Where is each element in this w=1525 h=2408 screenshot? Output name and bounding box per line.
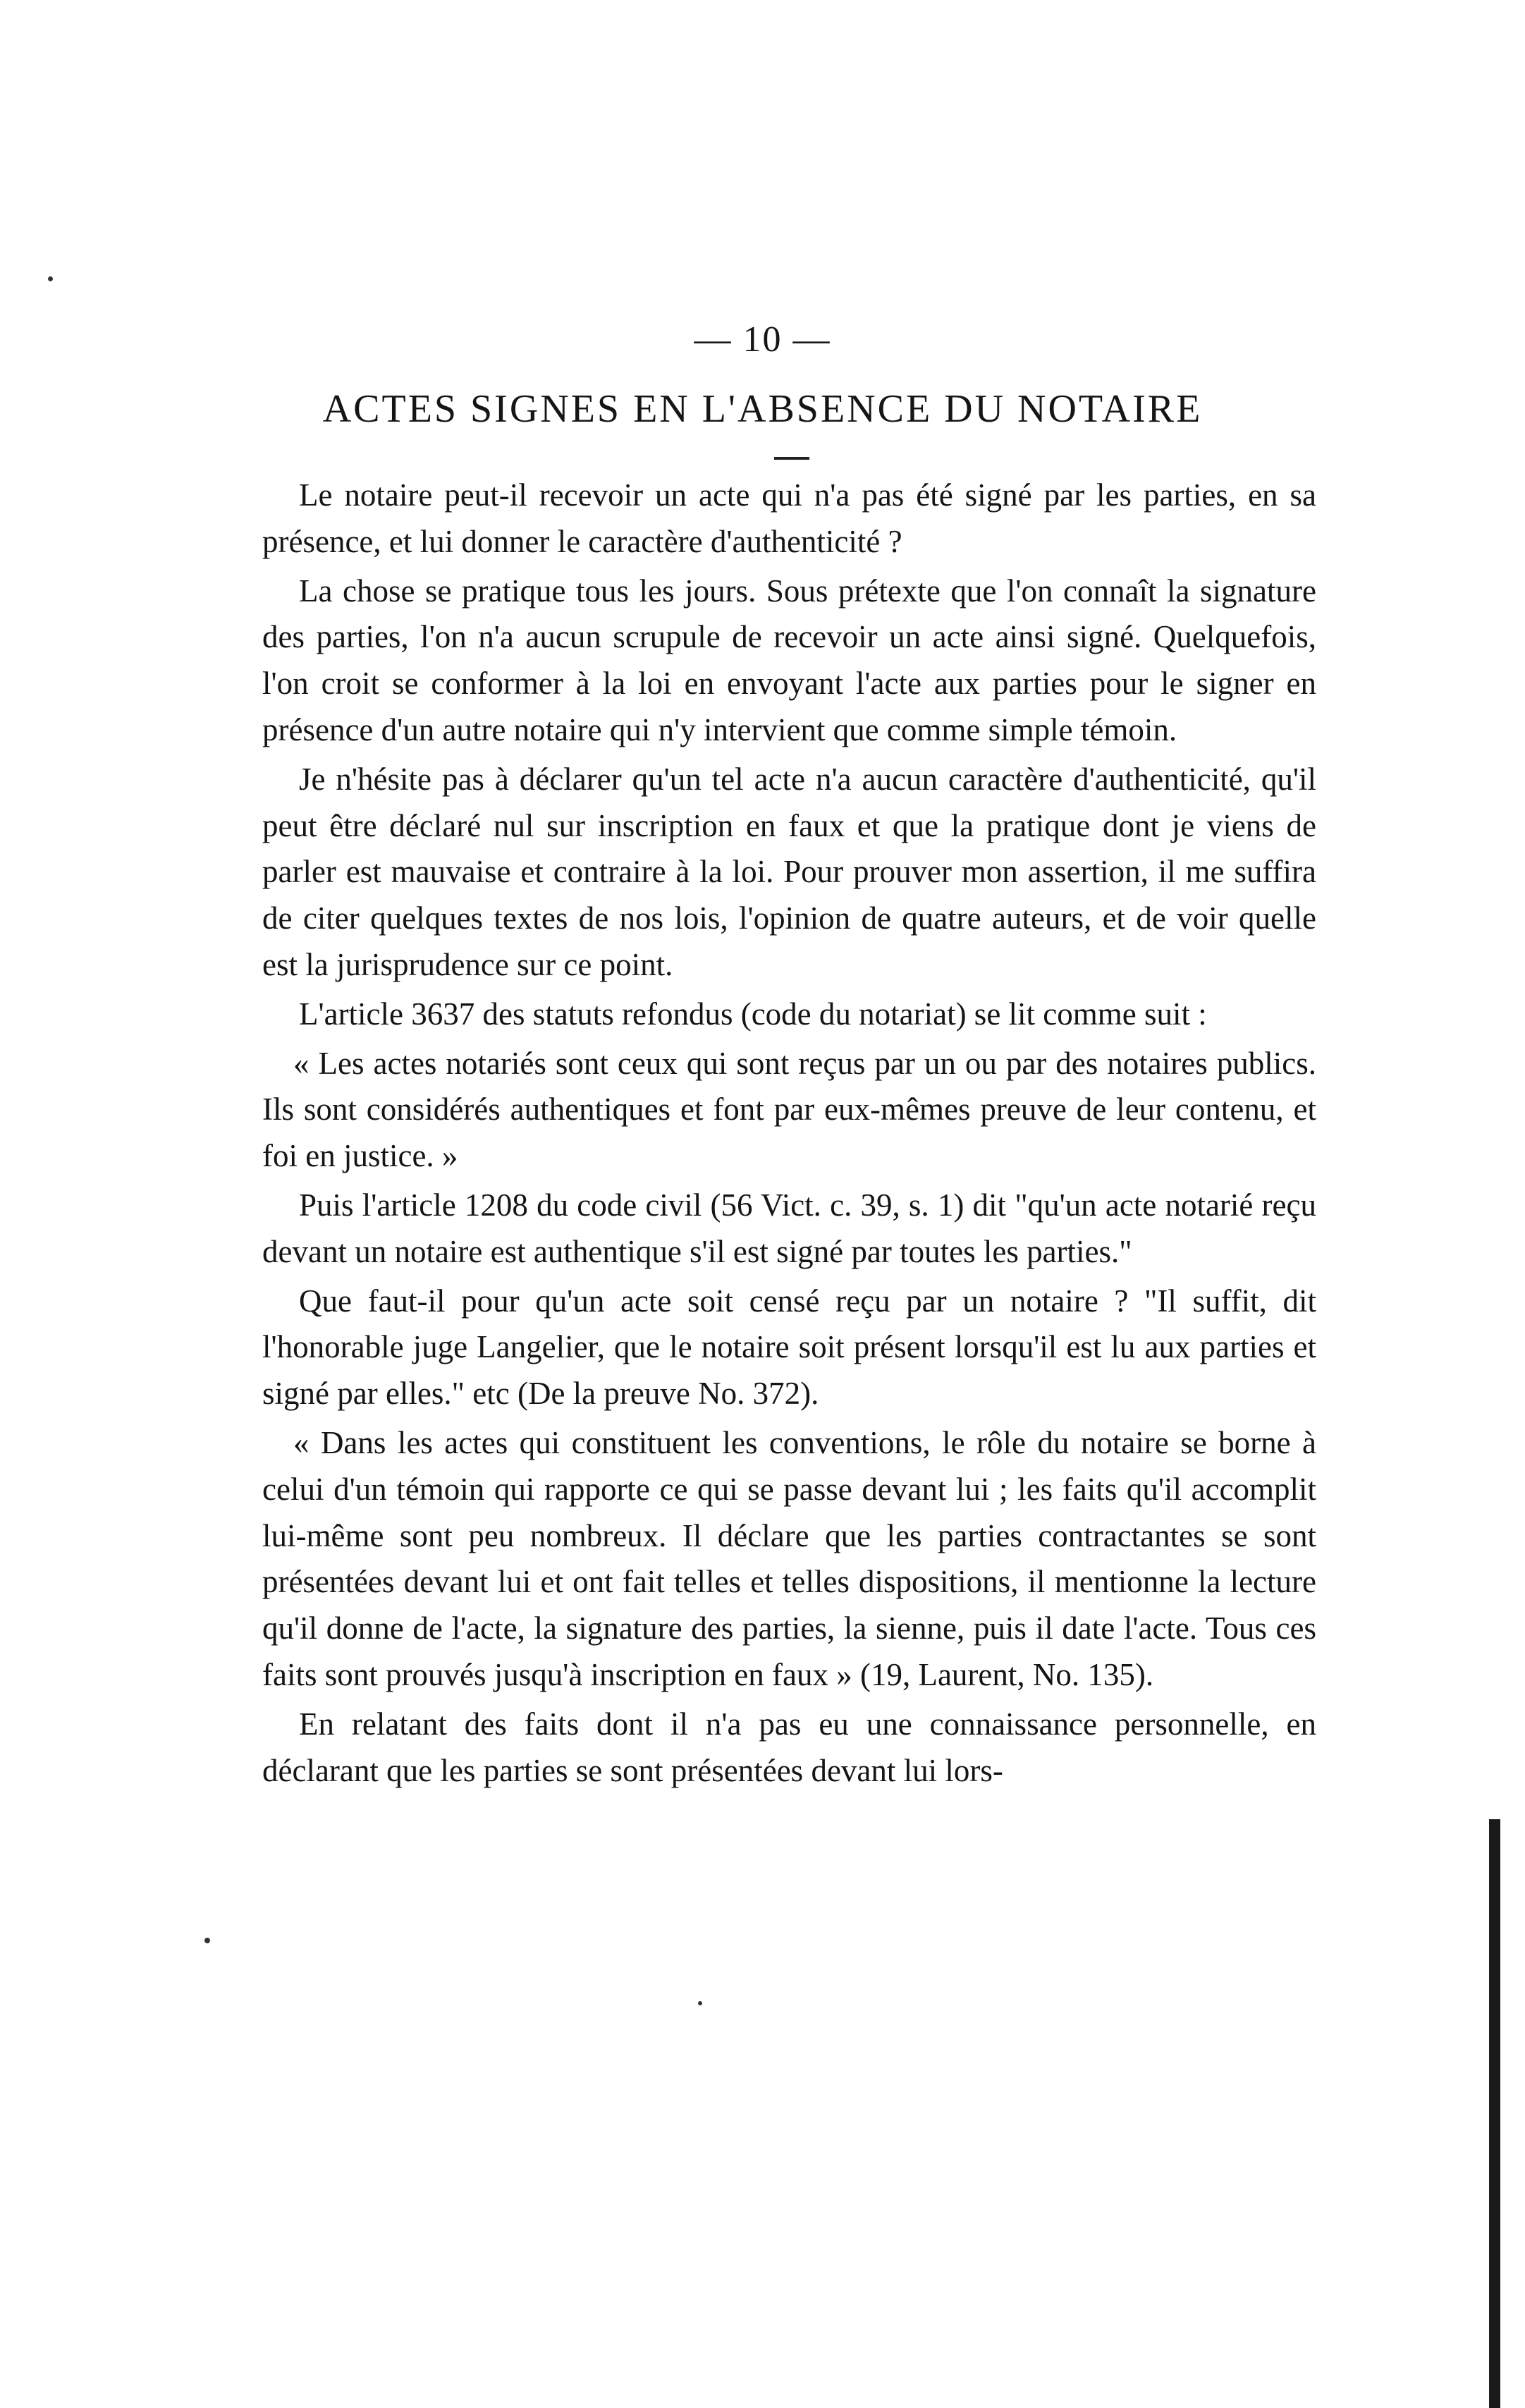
paragraph-6: Puis l'article 1208 du code civil (56 Vict. c. 39, s. 1) dit "qu'un acte notarié reçu devant un notaire est authentique s'il est signé par toutes les parties.": [262, 1187, 1316, 1269]
scan-speck: [48, 276, 53, 281]
paragraph-1: Le notaire peut-il recevoir un acte qui n'a pas été signé par les parties, en sa présence, et lui donner le caractère d'authenticité ?: [262, 477, 1316, 559]
page-number: — 10 —: [694, 319, 831, 360]
section-heading: ACTES SIGNES EN L'ABSENCE DU NOTAIRE: [322, 387, 1203, 431]
body-text: [262, 472, 1316, 1797]
scan-speck: [698, 2001, 702, 2005]
heading-rule: [774, 457, 809, 460]
paragraph-4: L'article 3637 des statuts refondus (code du notariat) se lit comme suit :: [299, 996, 1207, 1032]
scan-edge-shadow: [1489, 1819, 1500, 2408]
quote-code-notariat: « Les actes notariés sont ceux qui sont reçus par un ou par des notaires publics. Ils sont considérés authentiques et font par eux-mêmes preuve de leur contenu, et foi en justice. »: [262, 1045, 1316, 1174]
scan-speck: [204, 1938, 210, 1943]
paragraph-3: Je n'hésite pas à déclarer qu'un tel acte n'a aucun caractère d'authenticité, qu'il peut être déclaré nul sur inscription en faux et que la pratique dont je viens de parler est mauvaise et contraire à la loi. Pour prouver mon assertion, il me suffira de citer quelques textes de nos lois, l'opinion de quatre auteurs, et de voir quelle est la jurisprudence sur ce point.: [262, 761, 1316, 982]
paragraph-7: Que faut-il pour qu'un acte soit censé reçu par un notaire ? "Il suffit, dit l'honorable juge Langelier, que le notaire soit présent lorsqu'il est lu aux parties et signé par elles." etc (De la preuve No. 372).: [262, 1283, 1316, 1412]
quote-laurent: « Dans les actes qui constituent les conventions, le rôle du notaire se borne à celui d'un témoin qui rapporte ce qui se passe devant lui ; les faits qu'il accomplit lui-même sont peu nombreux. Il déclare que les parties contractantes se sont présentées devant lui et ont fait telles et telles dispositions, il mentionne la lecture qu'il donne de l'acte, la signature des parties, la sienne, puis il date l'acte. Tous ces faits sont prouvés jusqu'à inscription en faux » (19, Laurent, No. 135).: [262, 1424, 1316, 1692]
paragraph-9: En relatant des faits dont il n'a pas eu une connaissance personnelle, en déclarant que les parties se sont présentées devant lui lors-: [262, 1706, 1316, 1788]
paragraph-2: La chose se pratique tous les jours. Sous prétexte que l'on connaît la signature des parties, l'on n'a aucun scrupule de recevoir un acte ainsi signé. Quelquefois, l'on croit se conformer à la loi en envoyant l'acte aux parties pour le signer en présence d'un autre notaire qui n'y intervient que comme simple témoin.: [262, 573, 1316, 747]
